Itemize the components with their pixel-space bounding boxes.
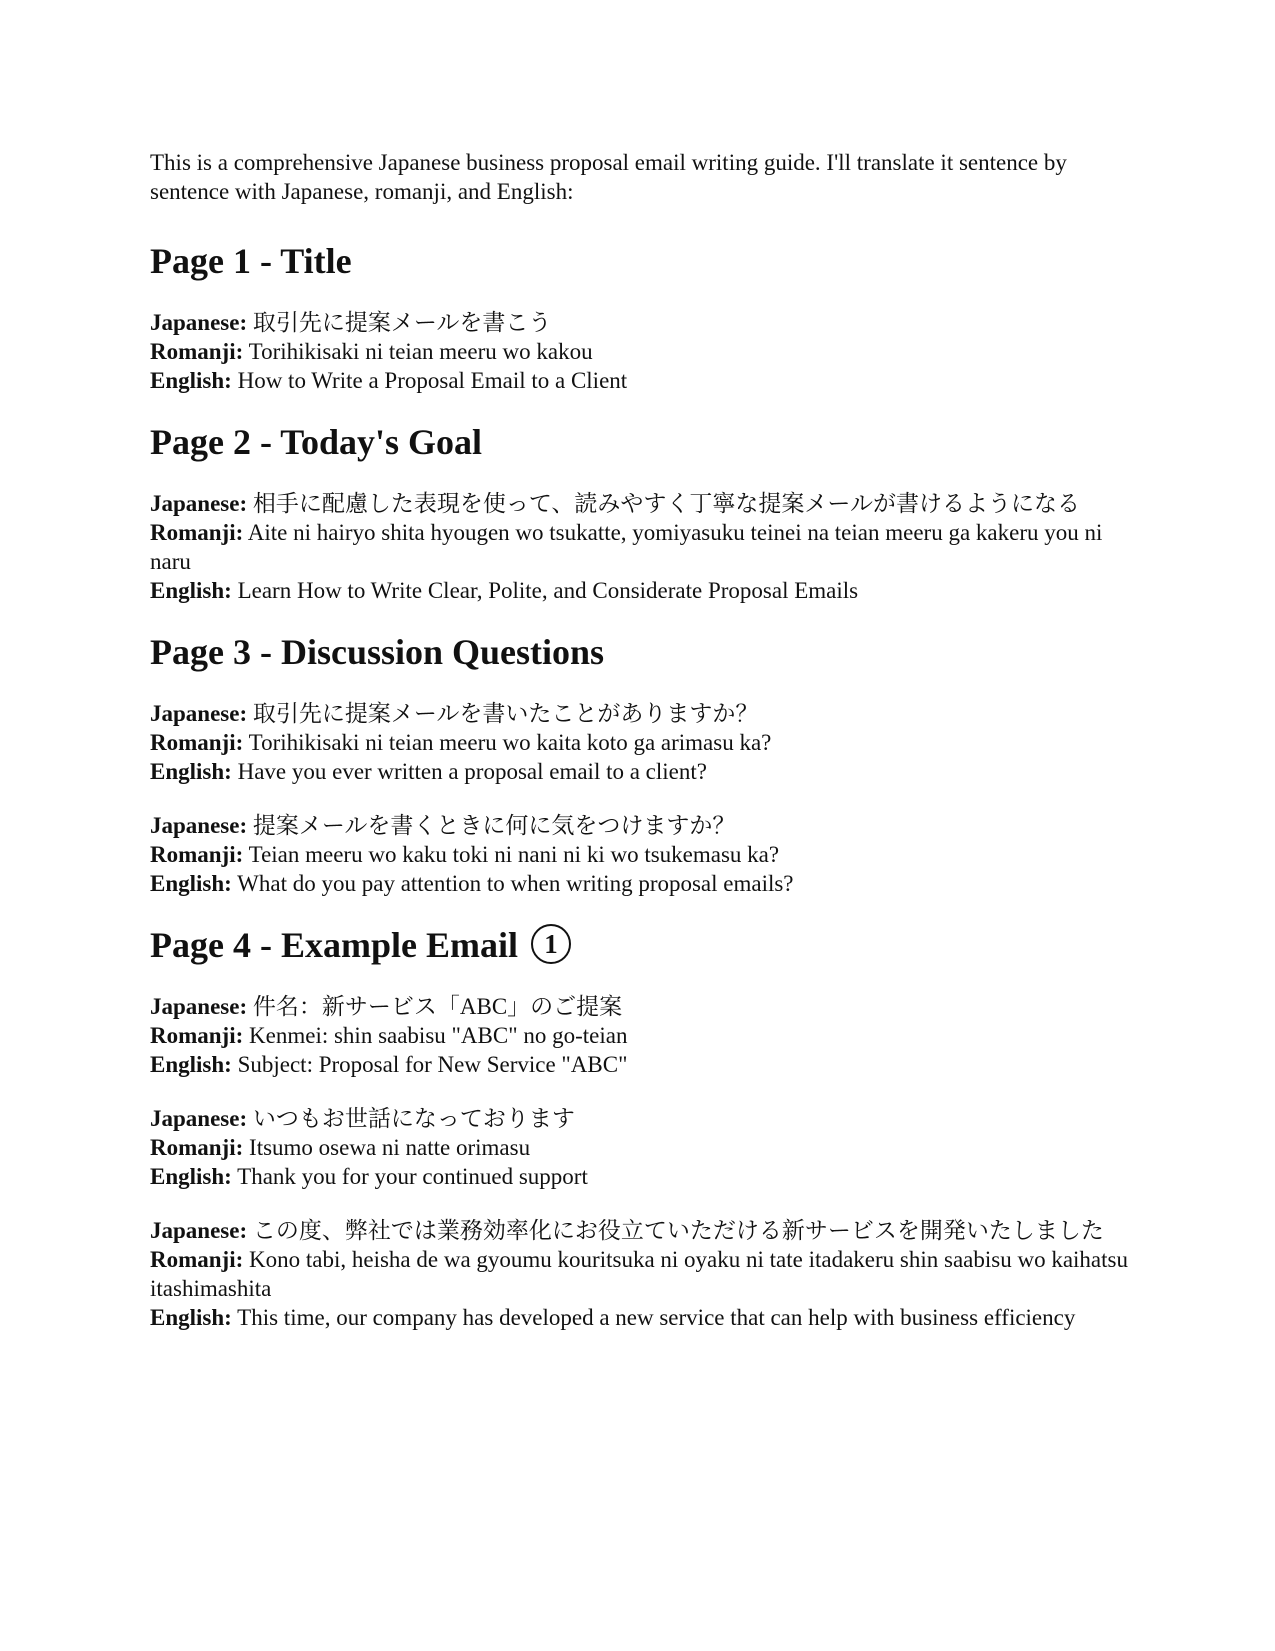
section-heading: Page 2 - Today's Goal [150, 422, 483, 462]
section-heading: Page 1 - Title [150, 241, 352, 281]
romanji-text: Itsumo osewa ni natte orimasu [249, 1135, 531, 1160]
translation-block [150, 699, 1130, 786]
romanji-text: Kenmei: shin saabisu "ABC" no go-teian [249, 1023, 628, 1048]
japanese-text: 取引先に提案メールを書いたことがありますか？ [252, 701, 759, 726]
romanji-label: Romanji: [150, 1023, 244, 1048]
english-text: This time, our company has developed a new service that can help with business efficiency [237, 1305, 1076, 1330]
english-label: English: [150, 368, 232, 393]
english-line [150, 757, 1130, 786]
romanji-line [150, 337, 1130, 366]
romanji-text: Kono tabi, heisha de wa gyoumu kouritsuka ni oyaku ni tate itadakeru shin saabisu wo kaihatsu itashimashita [150, 1247, 1128, 1301]
document-page [150, 148, 1130, 1332]
english-line [150, 576, 1130, 605]
japanese-text: 相手に配慮した表現を使って、読みやすく丁寧な提案メールが書けるようになる [252, 491, 1080, 516]
romanji-line [150, 1245, 1130, 1303]
english-text: What do you pay attention to when writing proposal emails? [237, 871, 794, 896]
romanji-text: Aite ni hairyo shita hyougen wo tsukatte, yomiyasuku teinei na teian meeru ga kakeru you ni naru [150, 520, 1103, 574]
english-label: English: [150, 871, 232, 896]
section-heading: Page 3 - Discussion Questions [150, 632, 605, 672]
romanji-label: Romanji: [150, 842, 244, 867]
section-heading [150, 923, 1130, 967]
japanese-line [150, 811, 1130, 840]
japanese-label: Japanese: [150, 310, 248, 335]
romanji-text: Torihikisaki ni teian meeru wo kakou [248, 339, 593, 364]
japanese-line [150, 308, 1130, 337]
japanese-label: Japanese: [150, 701, 248, 726]
section-page-4 [150, 923, 1130, 1332]
english-text: Have you ever written a proposal email to a client? [237, 759, 707, 784]
romanji-line [150, 1021, 1130, 1050]
romanji-label: Romanji: [150, 1135, 244, 1160]
japanese-line [150, 489, 1130, 518]
english-text: How to Write a Proposal Email to a Client [237, 368, 628, 393]
japanese-text: 件名：新サービス「ABC」のご提案 [252, 994, 623, 1019]
intro-paragraph: This is a comprehensive Japanese business proposal email writing guide. I'll translate it sentence by sentence with Japanese, romanji, and English: [150, 150, 1067, 204]
romanji-label: Romanji: [150, 520, 244, 545]
section-page-1 [150, 239, 1130, 395]
section-page-3 [150, 630, 1130, 898]
romanji-text: Torihikisaki ni teian meeru wo kaita koto ga arimasu ka? [248, 730, 772, 755]
english-label: English: [150, 759, 232, 784]
section-page-2 [150, 420, 1130, 605]
translation-block [150, 811, 1130, 898]
english-line [150, 1162, 1130, 1191]
english-label: English: [150, 1305, 232, 1330]
japanese-line [150, 699, 1130, 728]
translation-block [150, 1104, 1130, 1191]
translation-block [150, 1216, 1130, 1332]
english-text: Learn How to Write Clear, Polite, and Considerate Proposal Emails [237, 578, 859, 603]
romanji-line [150, 840, 1130, 869]
english-line [150, 1050, 1130, 1079]
english-line [150, 869, 1130, 898]
romanji-label: Romanji: [150, 730, 244, 755]
english-label: English: [150, 578, 232, 603]
japanese-text: 提案メールを書くときに何に気をつけますか？ [252, 813, 736, 838]
english-text: Subject: Proposal for New Service "ABC" [237, 1052, 628, 1077]
japanese-label: Japanese: [150, 994, 248, 1019]
japanese-label: Japanese: [150, 813, 248, 838]
section-heading-text: Page 4 - Example Email [150, 925, 518, 965]
translation-block [150, 308, 1130, 395]
english-text: Thank you for your continued support [237, 1164, 588, 1189]
japanese-line [150, 1216, 1130, 1245]
japanese-label: Japanese: [150, 491, 248, 516]
japanese-text: 取引先に提案メールを書こう [252, 310, 552, 335]
romanji-label: Romanji: [150, 339, 244, 364]
english-label: English: [150, 1164, 232, 1189]
english-line [150, 366, 1130, 395]
japanese-text: いつもお世話になっております [252, 1106, 575, 1131]
english-line [150, 1303, 1130, 1332]
japanese-text: この度、弊社では業務効率化にお役立ていただける新サービスを開発いたしました [252, 1218, 1104, 1243]
translation-block [150, 992, 1130, 1079]
circled-number-badge: 1 [531, 924, 571, 964]
romanji-label: Romanji: [150, 1247, 244, 1272]
japanese-line [150, 1104, 1130, 1133]
japanese-line [150, 992, 1130, 1021]
translation-block [150, 489, 1130, 605]
english-label: English: [150, 1052, 232, 1077]
romanji-line [150, 1133, 1130, 1162]
romanji-text: Teian meeru wo kaku toki ni nani ni ki wo tsukemasu ka? [248, 842, 780, 867]
japanese-label: Japanese: [150, 1106, 248, 1131]
romanji-line [150, 518, 1130, 576]
japanese-label: Japanese: [150, 1218, 248, 1243]
romanji-line [150, 728, 1130, 757]
